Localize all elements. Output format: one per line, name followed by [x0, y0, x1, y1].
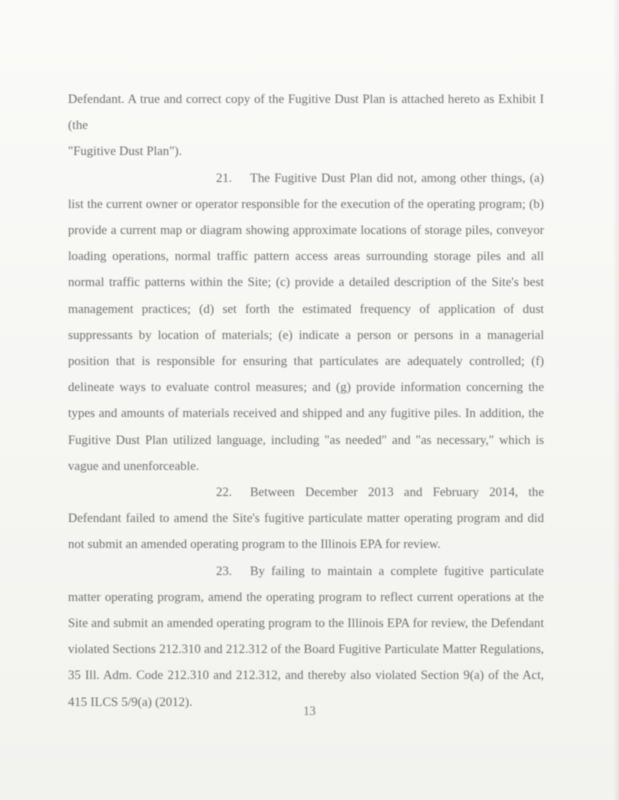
- paragraph-text: The Fugitive Dust Plan did not, among other things, (a) list the current owner or operator responsible for the execution of the operating program; (b) provide a current map or diagram showing approximate locations of storage piles, conveyor loading operations, normal traffic pattern access areas surrounding storage piles and all normal traffic patterns within the Site; (c) provide a detailed description of the Site's best management practices; (d) set forth the estimated frequency of application of dust suppressants by location of materials; (e) indicate a person or persons in a managerial position that is responsible for ensuring that particulates are adequately controlled; (f) delineate ways to evaluate control measures; and (g) provide information concerning the types and amounts of materials received and shipped and any fugitive piles. In addition, the Fugitive Dust Plan utilized language, including "as needed" and "as necessary," which is vague and unenforceable.: [68, 170, 544, 473]
- scan-shadow: [613, 0, 619, 800]
- paragraph-21: [68, 165, 544, 479]
- paragraph-text: By failing to maintain a complete fugitive particulate matter operating program, amend the operating program to reflect current operations at the Site and submit an amended operating program to the Illinois EPA for review, the Defendant violated Sections 212.310 and 212.312 of the Board Fugitive Particulate Matter Regulations, 35 Ill. Adm. Code 212.310 and 212.312, and thereby also violated Section 9(a) of the Act, 415 ILCS 5/9(a) (2012).: [68, 563, 544, 709]
- paragraph-number: 22.: [216, 485, 232, 500]
- intro-line-2: "Fugitive Dust Plan").: [68, 144, 182, 159]
- page-number: 13: [303, 704, 316, 718]
- paragraph-23: [68, 558, 544, 715]
- paragraph-number: 23.: [216, 563, 232, 578]
- paragraph-text: Between December 2013 and February 2014, the Defendant failed to amend the Site's fugitive particulate matter operating program and did not submit an amended operating program to the Illinois EPA for review.: [68, 485, 544, 552]
- intro-line-1: Defendant. A true and correct copy of the Fugitive Dust Plan is attached hereto as Exhibit I (the: [68, 92, 544, 133]
- paragraph-22: [68, 479, 544, 558]
- document-body: [68, 86, 544, 715]
- paragraph-number: 21.: [216, 170, 232, 185]
